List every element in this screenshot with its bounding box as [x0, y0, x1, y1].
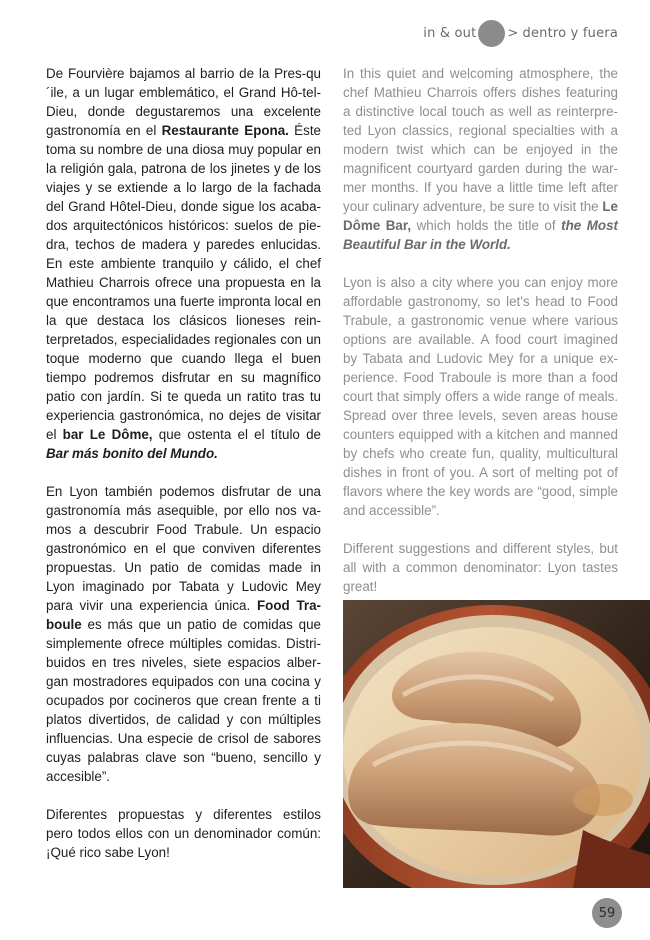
sausage-dish-illustration — [343, 600, 650, 888]
page-number: 59 — [598, 905, 616, 921]
bar-title: Bar más bonito del Mundo. — [46, 446, 218, 461]
header-separator: > — [507, 26, 519, 41]
text-run: es más que un patio de comidas que simplemente ofrece múltiples comidas. Distri-buidos en tres niveles, siete espacios alber-gan mostradores equipados con una cocina y ocupados por cocineros que crean frente a ti platos divertidos, de calidad y con múltiples influencias. Una especie de crisol de sabores cuyas palabras clave son “bueno, sencillo y accesible”. — [46, 617, 321, 784]
bar-name: bar Le Dôme, — [62, 427, 153, 442]
header-circle-icon — [478, 20, 505, 47]
text-run: In this quiet and welcoming atmosphere, the chef Mathieu Charrois offers dishes featuring a distinctive local touch as well as reinterpre-ted Lyon classics, regional specialties with a modern twist which can be enjoyed in the magnificent courtyard garden during the war-mer months. If you have a little time left after your culinary adventure, be sure to visit the — [343, 66, 618, 214]
page-number-badge — [592, 898, 622, 928]
text-run: Éste toma su nombre de una diosa muy popular en la religión gala, patrona de los jinetes y de los viajes y se extiende a lo largo de la fachada del Grand Hôtel-Dieu, donde sigue los acaba-dos arquitectónicos históricos: suelos de pie-dra, techos de madera y paredes enlucidas. En este ambiente tranquilo y cálido, el chef Mathieu Charrois ofrece una propuesta en la que encontramos una fuerte impronta local en la que destaca los clásicos lioneses rein-terpretados, especialidades regionales con un toque moderno que cuando llega el buen tiempo podremos disfrutar en su magnífico patio con jardín. Si te queda un ratito tras tu experiencia gastronómica, no dejes de visitar el — [46, 123, 321, 442]
restaurant-name: Restaurante Epona. — [161, 123, 289, 138]
spanish-paragraph-1 — [46, 64, 321, 463]
header-left-text: in & out — [423, 26, 477, 41]
english-paragraph-3: Different suggestions and different styles, but all with a common denominator: Lyon tastes great! — [343, 541, 618, 594]
english-paragraph-2: Lyon is also a city where you can enjoy more affordable gastronomy, so let's head to Food Trabule, a gastronomic venue where various options are available. A food court imagined by Tabata and Ludovic Mey for a unique ex-perience. Food Traboule is more than a food court that simply offers a wide range of meals. Spread over three levels, seven areas house counters equipped with a kitchen and manned by chefs who create fun, quality, multicultural dishes in front of you. A sort of melting pot of flavors where the key words are “good, simple and accessible”. — [343, 275, 618, 518]
text-run: which holds the title of — [411, 218, 562, 233]
section-header — [423, 20, 618, 47]
header-right-text: dentro y fuera — [522, 26, 618, 41]
spanish-column — [46, 64, 321, 881]
text-run: que ostenta el el título de — [152, 427, 321, 442]
text-run: En Lyon también podemos disfrutar de una gastronomía más asequible, por ello nos va-mos a descubrir Food Trabule. Un espacio gastronómico en el que conviven diferentes propuestas. Un patio de comidas made in Lyon imaginado por Tabata y Ludovic Mey para vivir una experiencia única. — [46, 484, 321, 613]
bar-title: the Most Beautiful Bar in the World. — [343, 218, 619, 252]
venue-name: Food Tra-boule — [46, 598, 322, 632]
text-run: De Fourvière bajamos al barrio de la Pres-qu´ile, a un lugar emblemático, el Grand Hô-tel-Dieu, donde degustaremos una excelente gastronomía en el — [46, 66, 321, 138]
english-paragraph-1 — [343, 64, 618, 254]
spanish-paragraph-3: Diferentes propuestas y diferentes estilos pero todos ellos con un denominador común: ¡Qué rico sabe Lyon! — [46, 807, 321, 860]
english-column — [343, 64, 618, 615]
sausage-dish-photo — [343, 600, 650, 888]
spanish-paragraph-2 — [46, 482, 321, 786]
bar-name: Le Dôme Bar, — [343, 199, 618, 233]
